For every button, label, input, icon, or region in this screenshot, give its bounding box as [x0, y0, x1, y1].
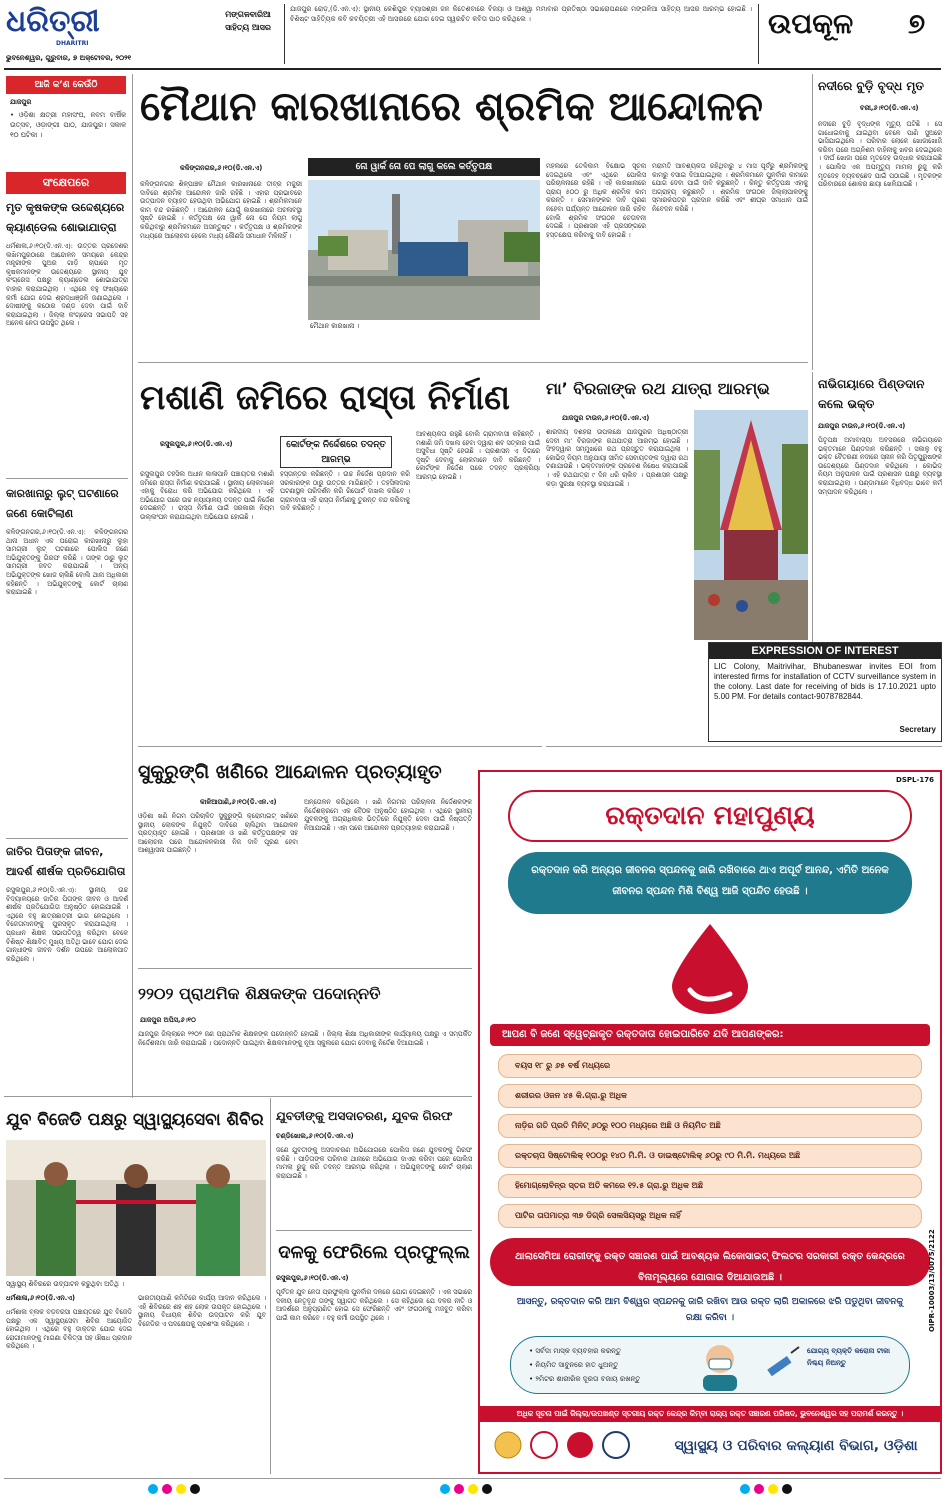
ad-oipr: OIPR-10003/13/0075/2122 [928, 1229, 936, 1332]
story2-col2: ହସ୍ତାନ୍ତର କରିଛନ୍ତି । ଉଚ୍ଚ ନିର୍ଦ୍ଦେଶ ପ୍ରଦାନ କରି ସରକାରଙ୍କ ଠାରୁ ଉତ୍ତର ମାଗିଛନ୍ତି । ତହସିଲଦାର ଘଟଣାସ୍ଥଳ ପରିଦର୍ଶନ କରି ରିପୋର୍ଟ ଦାଖଲ କରିବେ । ଗ୍ରାମବାସୀ ଏହି ରାସ୍ତା ନିର୍ମାଣକୁ ତୁରନ୍ତ ବନ୍ଦ କରିବାକୁ ଦାବି କରିଛନ୍ତି । [280, 470, 410, 513]
reg-mark-black-2 [482, 1484, 492, 1494]
ad-title-box [508, 790, 912, 842]
reg-mark-magenta-2 [454, 1484, 464, 1494]
masthead [0, 0, 945, 70]
criterion-hb: ହିମୋଗ୍ଲୋବିନ୍‌ର ସ୍ତର ଅତି କମରେ ୧୨.୫ ଗ୍ରା.ରୁ ଅଧିକ ଅଛି [498, 1174, 922, 1198]
story8-col1: ଧର୍ମଶାଳା ବ୍ଲକ ବଡ଼ବରସା ପଞ୍ଚାୟତରେ ଯୁବ ବିଜେଡି ପକ୍ଷରୁ ଏକ ସ୍ୱାସ୍ଥ୍ୟସେବା ଶିବିର ଆୟୋଜିତ ହୋଇଥିଲା । ଏଥିରେ ବହୁ ଡାକ୍ତର ଯୋଗ ଦେଇ ରୋଗୀମାନଙ୍କୁ ମାଗଣା ଚିକିତ୍ସା ସହ ଔଷଧ ପ୍ରଦାନ କରିଥିଲେ । [6, 1308, 132, 1351]
health-camp-illustration [6, 1140, 266, 1276]
today-text: • ଓଡ଼ିଶା କ୍ଷତ୍ରୀ ମହାସଂଘ, ନବମ ବାର୍ଷିକ ଉତ୍ସବ, ଓଡ଼ାଙ୍ଗୀ ପାଠ, ଯାଜପୁର। ସକାଳ ୧୦ ଘଟିକା । [10, 111, 126, 139]
criterion-age: ବୟସ ୧୮ ରୁ ୬୫ ବର୍ଷ ମଧ୍ୟରେ [498, 1054, 922, 1078]
story5-dateline: ଯାଜପୁର ଟାଉନ,୬।୧୦(ଡି.ଏନ.ଏ) [818, 422, 906, 430]
story2-col3: ଆବଶ୍ୟକତା ରହୁଛି ବୋଲି ଗ୍ରାମବାସୀ କହିଛନ୍ତି । ମଶାଣି ଜମି ଦଖଲ ହେବା ଦ୍ୱାରା ଶବ ସତ୍କାର ପାଇଁ ଅସୁବିଧା ସୃଷ୍ଟି ହେଉଛି । ପ୍ରଶାସନ ଏ ଦିଗରେ ଦୃଷ୍ଟି ଦେବାକୁ ଲୋକମାନେ ଦାବି କରିଛନ୍ତି । କୋର୍ଟଙ୍କ ନିର୍ଦ୍ଦେଶ ପରେ ତଦନ୍ତ ପ୍ରକ୍ରିୟା ଆରମ୍ଭ ହୋଇଛି । [416, 430, 540, 481]
today-place: ଯାଜପୁର [10, 98, 32, 106]
ad-code: DSPL-176 [896, 776, 934, 784]
emblem-icons [492, 1428, 652, 1462]
covid-rule-mask: • ସର୍ବଦା ମାସ୍କ ବ୍ୟବହାର କରନ୍ତୁ [529, 1347, 621, 1355]
brief3-head: ଜାତିର ପିତାଙ୍କ ଜୀବନ, ଆଦର୍ଶ ଶୀର୍ଷକ ପ୍ରତିଯୋଗିତା [6, 845, 126, 878]
chariot-illustration [694, 410, 808, 640]
story9-dateline: ଚଣ୍ଡିଖୋଲ,୬।୧୦(ଡି.ଏନ.ଏ) [276, 1132, 354, 1140]
story1-caption: ମୈଥାନ କାରଖାନା । [310, 322, 360, 330]
story8-headline: ଯୁବ ବିଜେଡି ପକ୍ଷରୁ ସ୍ୱାସ୍ଥ୍ୟସେବା ଶିବିର [6, 1110, 264, 1130]
story3-dateline: ବରୀ,୬।୧୦(ଡି.ଏନ.ଏ) [860, 104, 919, 112]
thalassemia-box [490, 1238, 930, 1286]
story10-text: ପୂର୍ବତନ ଯୁବ ନେତା ପ୍ରଫୁଲ୍ଲ ପୁନର୍ବାର ଦଳରେ ଯୋଗ ଦେଇଛନ୍ତି । ଏକ ସଭାରେ ଦଳୀୟ ନେତୃବୃନ୍ଦ ତାଙ୍କୁ ସ୍ୱାଗତ କରିଥିଲେ । ସେ କହିଥିଲେ ଯେ ଦଳର ନୀତି ଓ ଆଦର୍ଶରେ ଅନୁପ୍ରାଣିତ ହୋଇ ସେ ଫେରିଛନ୍ତି ଏବଂ ସଂଗଠନକୁ ମଜବୁତ କରିବା ପାଇଁ କାମ କରିବେ । ବହୁ କର୍ମୀ ଉପସ୍ଥିତ ଥିଲେ । [276, 1288, 472, 1322]
story3-headline: ନଦୀରେ ବୁଡ଼ି ବୃଦ୍ଧ ମୃତ [818, 79, 924, 93]
brief2-head: କାରଖାନାରୁ ଲୁଟ୍ ଘଟଣାରେ ଜଣେ କୋଟିଲାଣ [6, 487, 119, 520]
story1-col3: ମରାମତି ଆବଶ୍ୟକତା ରହିଥିବାରୁ ୪ ମାସ ପୂର୍ବରୁ ଶ୍ରମିକଙ୍କୁ କାମରୁ ବସାଇ ଦିଆଯାଇଥିଲା । ଶ୍ରମିକମାନେ ପୁନର୍ବାର କାମରେ ଯୋଗ ଦେବା ପାଇଁ ଦାବି କରୁଛନ୍ତି । କିନ୍ତୁ କର୍ତ୍ତୃପକ୍ଷ ଏହାକୁ ଅଗ୍ରାହ୍ୟ କରୁଛନ୍ତି । ଶ୍ରମିକ ସଂଗଠନ ଜିଲ୍ଲାପାଳଙ୍କୁ ସ୍ମାରକପତ୍ର ପ୍ରଦାନ କରିଛି ଏବଂ ଶୀଘ୍ର ସମାଧାନ ପାଇଁ ନିବେଦନ କରିଛି । [652, 162, 808, 213]
factory-photo [308, 180, 540, 320]
mask-person-icon [697, 1341, 743, 1391]
ad-department: ସ୍ୱାସ୍ଥ୍ୟ ଓ ପରିବାର କଲ୍ୟାଣ ବିଭାଗ, ଓଡ଼ିଶା [674, 1438, 918, 1454]
story8-col2: ଭାରତୀୟପାଣି କମିଟିରେ କାର୍ଯ୍ୟ ଆଦାନ କରିଥିଲେ । ଏହି ଶିବିରରେ ଶହ ଶହ ଲୋକ ଉପକୃତ ହୋଇଥିଲେ । ସ୍ଥାନୀୟ ବିଧାୟକ ଶିବିର ଉଦ୍‌ଘାଟନ କରି ଯୁବ ବିଜେଡିର ଏ ପଦକ୍ଷେପକୁ ପ୍ରଶଂସା କରିଥିଲେ । [138, 1294, 266, 1328]
story1-col2: ମହଲରେ ତେଳିକାମ ବିକ୍ଷୋଭ ସୂଚନା ଦେଇଥିଲେ ଏବଂ ଏଥିରେ ପୋଲିସ ପରିଚାଳନାରେ ରହିଛି । ଏହି କାରଖାନାରେ ପ୍ରାୟ ୫୦୦ ରୁ ଅଧିକ ଶ୍ରମିକ କାମ କରନ୍ତି । ସେମାନଙ୍କର ଦାବି ପୂରଣ ନହେବା ପର୍ଯ୍ୟନ୍ତ ଆନ୍ଦୋଳନ ଜାରି ରହିବ ବୋଲି ଶ୍ରମିକ ସଂଗଠନ ଚେତାବନୀ ଦେଇଛି । ପ୍ରଶାସନ ଏହି ପ୍ରସଙ୍ଗରେ ହସ୍ତକ୍ଷେପ କରିବାକୁ ଦାବି ହୋଇଛି । [546, 162, 646, 239]
story10-headline: ଦଳକୁ ଫେରିଲେ ପ୍ରଫୁଲ୍ଲ [278, 1242, 470, 1263]
eoi-box [708, 642, 942, 742]
story4-headline: ମା’ ବିରଜାଙ୍କ ରଥ ଯାତ୍ରା ଆରମ୍ଭ [546, 379, 770, 398]
eoi-text: LIC Colony, Maitrivihar, Bhubaneswar invites EOI from interested firms for installation of CCTV surveillance system in the colony. Last date for receiving of bids is 17.10.2021 upto 5.00 PM. For details contact-9078782844. [714, 662, 936, 701]
covid-rule-distance: • ୨ମିଟର ଶାରୀରିକ ଦୂରତା ବଜାୟ ରଖନ୍ତୁ [529, 1375, 641, 1383]
story5-headline: ନାଭିଗୟାରେ ପିଣ୍ଡଦାନ କଲେ ଭକ୍ତ [818, 377, 925, 411]
reg-mark-magenta [162, 1484, 172, 1494]
story6-col2: ଅନ୍ତୋଳନ କରିଥିଲେ । ଖଣି ନିଗମର ପରିଚାଳନା ନିର୍ଦ୍ଦେଶକଙ୍କ ନିର୍ଦ୍ଦେଶକ୍ରମେ ଏକ ବୈଠକ ଅନୁଷ୍ଠିତ ହୋଇଥିଲା । ଏଥିରେ ସ୍ଥାନୀୟ ଯୁବକଙ୍କୁ ଅଗ୍ରାଧିକାର ଭିତ୍ତିରେ ନିଯୁକ୍ତି ଦେବା ପାଇଁ ନିଷ୍ପତ୍ତି ନିଆଯାଇଛି । ଏହା ପରେ ଆନ୍ଦୋଳନ ପ୍ରତ୍ୟାହାର କରାଯାଇଛି । [304, 798, 472, 832]
masthead-tag: ମଙ୍ଗଳବାରିଆ ସାହିତ୍ୟ ଆସର [225, 10, 271, 32]
story10-dateline: ରସୁଲପୁର,୬।୧୦(ଡି.ଏନ.ଏ) [276, 1274, 349, 1282]
factory-illustration [308, 180, 540, 320]
story4-dateline: ଯାଜପୁର ଟାଉନ,୬।୧୦(ଡି.ଏନ.ଏ) [562, 414, 650, 422]
story7-text: ଯାଜପୁର ଜିଲ୍ଲାରେ ୨୨୦୨ ଜଣ ପ୍ରାଥମିକ ଶିକ୍ଷକଙ୍କ ପଦୋନ୍ନତି ହୋଇଛି । ଜିଲ୍ଲା ଶିକ୍ଷା ଅଧିକାରୀଙ୍କ କାର୍ଯ୍ୟାଳୟ ପକ୍ଷରୁ ଏ ସମ୍ପର୍କିତ ନିର୍ଦ୍ଦେଶନାମା ଜାରି କରାଯାଇଛି । ପଦୋନ୍ନତି ପାଇଥିବା ଶିକ୍ଷକମାନଙ୍କୁ ନୂଆ ସ୍କୁଲରେ ଯୋଗ ଦେବାକୁ ନିର୍ଦ୍ଦେଶ ଦିଆଯାଇଛି । [138, 1030, 472, 1047]
reg-mark-magenta-3 [754, 1484, 764, 1494]
vaccine-text: ଯୋଗ୍ୟ ବ୍ୟକ୍ତି କରୋନା ଟୀକା ନିଶ୍ଚୟ ନିଅନ୍ତୁ [807, 1347, 890, 1367]
story5-text: ପିତୃପକ୍ଷ ଅମାବାସ୍ୟା ଅବସରରେ ନାଭିଗୟାରେ ଭକ୍ତମାନେ ପିଣ୍ଡଦାନ କରିଛନ୍ତି । ସକାଳୁ ବହୁ ଭକ୍ତ ବୈତରଣୀ ନଦୀରେ ସ୍ନାନ କରି ପିତୃପୁରୁଷଙ୍କ ଉଦ୍ଦେଶ୍ୟରେ ପିଣ୍ଡଦାନ କରିଥିଲେ । କୋଭିଡ୍ ନିୟମ ଅନୁପାଳନ ପାଇଁ ପ୍ରଶାସନ ପକ୍ଷରୁ ବ୍ୟବସ୍ଥା କରାଯାଇଥିଲା । ପଣ୍ଡାମାନେ ବିଧିବଦ୍ଧ ଭାବେ କର୍ମ ସମ୍ପାଦନ କରିଥିଲେ । [818, 436, 942, 496]
story2-dateline: ରସୁଲପୁର,୬।୧୦(ଡି.ଏନ.ଏ) [160, 440, 233, 448]
brief2-text: କଳିଙ୍ଗନଗର,୬।୧୦(ଡି.ଏନ.ଏ): କଳିଙ୍ଗନଗର ଥାନା ଅଧୀନ ଏକ ଘରୋଇ କାରଖାନାରୁ ଲୁହା ସାମଗ୍ରୀ ଲୁଟ୍ ଘଟଣାରେ ପୋଲିସ ଜଣେ ଅଭିଯୁକ୍ତଙ୍କୁ ଗିରଫ କରିଛି । ତାଙ୍କ ଠାରୁ ଲୁଟ୍ ସାମଗ୍ରୀ ଜବତ କରାଯାଇଛି । ଅନ୍ୟ ଅଭିଯୁକ୍ତଙ୍କ ଖୋଜ ଚାଲିଛି ବୋଲି ଥାନା ଅଧିକାରୀ କହିଛନ୍ତି । ଅଭିଯୁକ୍ତଙ୍କୁ କୋର୍ଟ ଚାଲାଣ କରାଯାଇଛି । [6, 528, 128, 597]
masthead-brief: ଯାଜପୁର ରୋଡ଼,(ଡି.ଏନ.ଏ): ସ୍ଥାନୀୟ କେଶିପୁର ବ୍ୟାସଶ୍ରୀ ଜନ କିତେଶବାରେ ବିଜୟା ଓ ଆଶ୍ୱା ମମାବାର ପ୍ରତିଷ୍ଠା ସଭାରୋପଣରେ ମଙ୍ଗଳିଆ ସାହିତ୍ୟ ଆସର ଆରମ୍ଭ ହୋଇଛି । ବିଶିଷ୍ଟ ସାହିତ୍ୟିକ କବି କବୟିତ୍ରୀ ଏହି ଆସରରେ ଯୋଗ ଦେଇ ସ୍ୱରଚିତ କବିତା ପାଠ କରିଥିଲେ । [290, 5, 752, 23]
health-camp-photo [6, 1140, 266, 1276]
brief3-text: ରସୁଲପୁର,୬।୧୦(ଡି.ଏନ.ଏ): ସ୍ଥାନୀୟ ଉଚ୍ଚ ବିଦ୍ୟାଳୟରେ ଜାତିର ପିତାଙ୍କ ଜୀବନ ଓ ଆଦର୍ଶ ଶୀର୍ଷକ ପ୍ରତିଯୋଗିତା ଅନୁଷ୍ଠିତ ହୋଇଯାଇଛି । ଏଥିରେ ବହୁ ଛାତ୍ରଛାତ୍ରୀ ଭାଗ ନେଇଥିଲେ । ବିଜେତାମାନଙ୍କୁ ପୁରସ୍କୃତ କରାଯାଇଥିଲା । ପ୍ରଧାନ ଶିକ୍ଷକ ସଭାପତିତ୍ୱ କରିଥିବା ବେଳେ ବିଶିଷ୍ଟ ଶିକ୍ଷାବିତ୍ ମୁଖ୍ୟ ଅତିଥି ଭାବେ ଯୋଗ ଦେଇ ଗାନ୍ଧୀଙ୍କ ଜୀବନ ଦର୍ଶନ ଉପରେ ଆଲୋକପାତ କରିଥିଲେ । [6, 886, 128, 963]
story2-col1: ରସୁଲପୁର ତହସିଲ ଅଧୀନ କାଳାପାନି ପଞ୍ଚାୟତର ମଶାଣି ଜମିରେ ରାସ୍ତା ନିର୍ମାଣ କରାଯାଇଛି । ସ୍ଥାନୀୟ ଲୋକମାନେ ଏହାକୁ ବିରୋଧ କରି ଅଭିଯୋଗ କରିଥିଲେ । ଏହି ଅଭିଯୋଗ ପରେ ଉଚ୍ଚ ନ୍ୟାୟାଳୟ ତଦନ୍ତ ପାଇଁ ନିର୍ଦ୍ଦେଶ ଦେଇଛନ୍ତି । ରାସ୍ତା ନିର୍ମାଣ ପାଇଁ ସରକାରୀ ନିୟମ ଉଲ୍ଲଂଘନ କରାଯାଇଥିବା ଅଭିଯୋଗ ହୋଇଛି । [140, 470, 274, 521]
story8-dateline: ଧର୍ମଶାଳା,୬।୧୦(ଡି.ଏନ.ଏ) [6, 1294, 75, 1302]
reg-mark-cyan-3 [740, 1484, 750, 1494]
story1-dateline: କଳିଙ୍ଗନଗର,୬।୧୦(ଡି.ଏନ.ଏ) [180, 164, 263, 172]
blood-donation-ad [478, 770, 942, 1474]
story1-headline: ମୈଥାନ କାରଖାନାରେ ଶ୍ରମିକ ଆନ୍ଦୋଳନ [140, 84, 763, 130]
blood-drop-icon [650, 920, 770, 1016]
brief-label: ସଂକ୍ଷେପରେ [6, 172, 126, 194]
story1-kicker: ନୋ ୱାର୍କ ନୋ ପେ ଲାଗୁ କଲେ କର୍ତ୍ତୃପକ୍ଷ [308, 158, 540, 176]
criterion-bp: ରକ୍ତଚାପ ସିଷ୍ଟୋଲିକ୍ ୧୦୦ରୁ ୧୪୦ ମି.ମି. ଓ ଡାଇଷ୍ଟୋଲିକ୍ ୬୦ରୁ ୯୦ ମି.ମି. ମଧ୍ୟରେ ଅଛି [498, 1144, 922, 1168]
criterion-pulse: ନାଡ଼ିର ଗତି ପ୍ରତି ମିନିଟ୍ ୬୦ରୁ ୧୦୦ ମଧ୍ୟରେ ଅଛି ଓ ନିୟମିତ ଅଛି [498, 1114, 922, 1138]
covid-rule-wash: • ନିୟମିତ ସାବୁନରେ ହାତ ଧୁଅନ୍ତୁ [529, 1361, 619, 1369]
logo-sub: DHARITRI [56, 40, 89, 47]
reg-mark-black-3 [782, 1484, 792, 1494]
criterion-temp: ପାଟିର ତାପମାତ୍ରା ୩୭ ଡିଗ୍ରି ସେଲସିୟସରୁ ଅଧିକ ନାହିଁ [498, 1204, 922, 1228]
story7-headline: ୨୨୦୨ ପ୍ରାଥମିକ ଶିକ୍ଷକଙ୍କ ପଦୋନ୍ନତି [138, 984, 381, 1003]
reg-mark-yellow [176, 1484, 186, 1494]
ad-appeal: ଆସନ୍ତୁ, ରକ୍ତଦାନ କରି ଆମ ବିଶ୍ୱର ସ୍ପନ୍ଦନକୁ ଜାରି ରଖିବା ଆଉ ରକ୍ତ ଲାଗି ଅକାଳରେ ଝରି ପଡୁଥିବା ଜୀବନକୁ ରକ୍ଷା କରିବା । [516, 1297, 904, 1323]
story3-text: ନଦୀରେ ବୁଡ଼ି ବୃଦ୍ଧଙ୍କ ମୃତ୍ୟୁ ଘଟିଛି । ସେ ଗାଧୋଇବାକୁ ଯାଇଥିବା ବେଳେ ପାଣି ସୁଅରେ ଭାସିଯାଇଥିଲେ । ପରିବାର ଲୋକେ ଖୋଜାଖୋଜି କରିବା ପରେ ଅଗ୍ନିଶମ ବାହିନୀକୁ ଖବର ଦେଇଥିଲେ । ଦୀର୍ଘ ଖୋଜା ପରେ ମୃତଦେହ ଉଦ୍ଧାର କରାଯାଇଛି । ପୋଲିସ ଏକ ଅପମୃତ୍ୟୁ ମାମଲା ରୁଜୁ କରି ମୃତଦେହ ବ୍ୟବଚ୍ଛେଦ ପାଇଁ ପଠାଇଛି । ମୃତକଙ୍କ ପରିବାରରେ ଶୋକର ଛାୟା ଖେଳିଯାଇଛି । [818, 120, 942, 189]
chariot-photo [694, 410, 808, 640]
brief1-text: ଧର୍ମଶାଳା,୬।୧୦(ଡି.ଏନ.ଏ): ଉତ୍ତର ପ୍ରଦେଶର ଲଖିମପୁରଠାରେ ଆନ୍ଦୋଳନ ସମୟରେ କେନ୍ଦ୍ର ମନ୍ତ୍ରୀଙ୍କ ପୁଅର ଗାଡ଼ି ଚାପାରେ ମୃତ କୃଷକମାନଙ୍କ ଉଦ୍ଦେଶ୍ୟରେ ସ୍ଥାନୀୟ ଯୁବ କଂଗ୍ରେସ ପକ୍ଷରୁ କ୍ୟାଣ୍ଡେଲ ଶୋଭାଯାତ୍ରା ବାହାର କରାଯାଇଥିଲା । ଏଥିରେ ବହୁ ସଂଖ୍ୟାରେ କର୍ମୀ ଯୋଗ ଦେଇ ଶ୍ରଦ୍ଧାଞ୍ଜଳି ଜଣାଇଥିଲେ । ଦୋଷୀଙ୍କୁ କଠୋର ଦଣ୍ଡ ଦେବା ପାଇଁ ଦାବି କରାଯାଇଥିଲା । ଜିଲ୍ଲା କଂଗ୍ରେସ ସଭାପତି ସହ ଅନେକ ନେତା ଉପସ୍ଥିତ ଥିଲେ । [6, 242, 128, 328]
story8-caption: ସ୍ୱାସ୍ଥ୍ୟ ଶିବିରରେ ଉଦ୍‌ଘାଟନ କରୁଥିବା ଅତିଥି । [6, 1280, 124, 1288]
reg-mark-yellow-2 [468, 1484, 478, 1494]
today-label: ଆଜି କ’ଣ କେଉଁଠି [6, 76, 126, 94]
reg-mark-cyan [148, 1484, 158, 1494]
masthead-date: ଭୁବନେଶ୍ୱର, ଗୁରୁବାର, ୭ ଅକ୍ଟୋବର, ୨୦୨୧ [6, 54, 132, 62]
criteria-head: ଆପଣ ବି ଜଣେ ସ୍ୱେଚ୍ଛାକୃତ ରକ୍ତଦାତା ହୋଇପାରିବେ ଯଦି ଆପଣଙ୍କର: [490, 1024, 930, 1046]
story2-headline: ମଶାଣି ଜମିରେ ରାସ୍ତା ନିର୍ମାଣ [140, 378, 510, 418]
section-title: ଉପକୂଳ [768, 7, 854, 40]
ad-intro: ରକ୍ତଦାନ କରି ଅନ୍ୟର ଜୀବନର ସ୍ପନ୍ଦନକୁ ଜାରି ରଖିବାରେ ଥାଏ ଅପୂର୍ବ ଆନନ୍ଦ, ଏମିତି ଅନେକ ଜୀବନର ସ୍ପନ୍ଦନ ମିଶି ବିଶ୍ୱ ଆଜି ସ୍ପନ୍ଦିତ ହେଉଛି । [531, 865, 889, 897]
eoi-signature: Secretary [899, 725, 936, 734]
story9-text: ଜଣେ ଯୁବତୀଙ୍କୁ ଅସଦାଚରଣ ଅଭିଯୋଗରେ ପୋଲିସ ଜଣେ ଯୁବକଙ୍କୁ ଗିରଫ କରିଛି । ପୀଡ଼ିତାଙ୍କ ପରିବାର ଥାନାରେ ଅଭିଯୋଗ ଦାଏର କରିବା ପରେ ପୋଲିସ ମାମଲା ରୁଜୁ କରି ତଦନ୍ତ ଆରମ୍ଭ କରିଥିଲା । ଅଭିଯୁକ୍ତଙ୍କୁ କୋର୍ଟ ଚାଲାଣ କରାଯାଇଛି । [276, 1146, 472, 1180]
ad-title: ରକ୍ତଦାନ ମହାପୁଣ୍ୟ [605, 801, 815, 831]
syringe-icon [761, 1345, 801, 1387]
story6-col1: ଓଡ଼ିଶା ଖଣି ନିଗମ ପରିଚାଳିତ ସୁକୁରୁଙ୍ଗି କ୍ରୋମାଇଟ୍ ଖଣିରେ ସ୍ଥାନୀୟ ଲୋକଙ୍କ ନିଯୁକ୍ତି ଦାବିରେ ଚାଲିଥିବା ଆନ୍ଦୋଳନ ପ୍ରତ୍ୟାହୃତ ହୋଇଛି । ପ୍ରଶାସନ ଓ ଖଣି କର୍ତ୍ତୃପକ୍ଷଙ୍କ ସହ ଆଲୋଚନା ପରେ ଆନ୍ଦୋଳନକାରୀ ନିଜ ଦାବି ପୂରଣ ହେବା ଆଶ୍ୱାସନା ପାଇଛନ୍ତି । [138, 812, 298, 855]
story4-text: ଶାରଦୀୟ ଦଶହରା ଉପଲକ୍ଷେ ଯାଜପୁରର ଅଧିଷ୍ଠାତ୍ରୀ ଦେବୀ ମା’ ବିରଜାଙ୍କ ରଥଯାତ୍ରା ଆରମ୍ଭ ହୋଇଛି । ସିଂହଦ୍ୱାର ସମ୍ମୁଖରେ ରଥ ପ୍ରସ୍ତୁତ କରାଯାଇଥିଲା । କୋଭିଡ୍ ନିୟମ ଅନୁଯାୟୀ ସୀମିତ ସେବାୟତଙ୍କ ଦ୍ୱାରା ରଥ ଟଣାଯାଉଛି । ଭକ୍ତମାନଙ୍କ ପ୍ରବେଶ ନିଷେଧ କରାଯାଇଛି । ଏହି ରଥଯାତ୍ରା ୯ ଦିନ ଧରି ଚାଲିବ । ପ୍ରଶାସନ ପକ୍ଷରୁ କଡ଼ା ସୁରକ୍ଷା ବ୍ୟବସ୍ଥା କରାଯାଇଛି । [546, 428, 688, 488]
story2-kicker: କୋର୍ଟଙ୍କ ନିର୍ଦ୍ଦେଶରେ ତଦନ୍ତ ଆରମ୍ଭ [280, 436, 392, 468]
eoi-title: EXPRESSION OF INTEREST [709, 643, 941, 659]
story9-headline: ଯୁବତୀଙ୍କୁ ଅସଦାଚରଣ, ଯୁବକ ଗିରଫ [276, 1109, 453, 1123]
story6-headline: ସୁକୁରୁଙ୍ଗି ଖଣିରେ ଆନ୍ଦୋଳନ ପ୍ରତ୍ୟାହୃତ [138, 761, 442, 783]
story6-dateline: କାଳିଆପାଣି,୬।୧୦(ଡି.ଏନ.ଏ) [200, 798, 277, 806]
ad-intro-box [508, 852, 912, 914]
story1-col1: କଳିଙ୍ଗନଗର ଶିଳ୍ପାଞ୍ଚଳ ମୈଥାନ କାରଖାନାରେ ତୀବ୍ର ମଜୁରୀ ଦାବିରେ ଶ୍ରମିକ ଆନ୍ଦୋଳନ ଜାରି ରହିଛି । ଏହାର ପ୍ରଭାବରେ ଉତ୍ପାଦନ ବ୍ୟାହତ ହେଉଥିବା ଅଭିଯୋଗ ହୋଇଛି । ଶ୍ରମିକମାନେ କାମ ବନ୍ଦ ରଖିଛନ୍ତି । ଆନ୍ଦୋଳନ ଯୋଗୁଁ କାରଖାନାରେ ଅଚଳାବସ୍ଥା ସୃଷ୍ଟି ହୋଇଛି । କର୍ତ୍ତୃପକ୍ଷ ନୋ ୱାର୍କ ନୋ ପେ ନିୟମ ଲାଗୁ କରିଥିବାରୁ ଶ୍ରମିକମାନେ ଅସନ୍ତୁଷ୍ଟ । କର୍ତ୍ତୃପକ୍ଷ ଓ ଶ୍ରମିକଙ୍କ ମଧ୍ୟରେ ଆଲୋଚନା ହେଲେ ମଧ୍ୟ କୌଣସି ସମାଧାନ ମିଳିନାହିଁ । [140, 180, 302, 240]
covid-panel [510, 1336, 910, 1394]
reg-mark-yellow-3 [768, 1484, 778, 1494]
reg-mark-black [190, 1484, 200, 1494]
logo: ଧରିତ୍ରୀ [6, 4, 100, 39]
story7-dateline: ଯାଜପୁର ଅପିସ,୬।୧୦ [140, 1016, 196, 1024]
reg-mark-cyan-2 [440, 1484, 450, 1494]
criterion-weight: ଶରୀରର ଓଜନ ୪୫ କି.ଗ୍ରା.ରୁ ଅଧିକ [498, 1084, 922, 1108]
brief1-head: ମୃତ କୃଷକଙ୍କ ଉଦ୍ଦେଶ୍ୟରେ କ୍ୟାଣ୍ଡେଲ ଶୋଭାଯାତ୍ରା [6, 201, 125, 234]
ad-footer-note: ଅଧିକ ସୂଚନା ପାଇଁ ଜିଲ୍ଲା/ଉପଖଣ୍ଡ ସ୍ତରୀୟ ରକ୍ତ କେନ୍ଦ୍ର କିମ୍ବା ରାଜ୍ୟ ରକ୍ତ ସଞ୍ଚାରଣ ପରିଷଦ, ଭୁବନେଶ୍ୱର ସହ ପରାମର୍ଶ କରନ୍ତୁ । [480, 1406, 940, 1422]
thalassemia-text: ଥାଲାସେମିଆ ରୋଗୀଙ୍କୁ ରକ୍ତ ସଞ୍ଚାରଣ ପାଇଁ ଆବଶ୍ୟକ ଲିକୋସାଇଟ୍ ଫିଲଟର ସରକାରୀ ରକ୍ତ କେନ୍ଦ୍ରରେ ବିନାମୂଲ୍ୟରେ ଯୋଗାଇ ଦିଆଯାଉଅଛି । [515, 1251, 905, 1283]
page-number: ୭ [908, 7, 926, 40]
